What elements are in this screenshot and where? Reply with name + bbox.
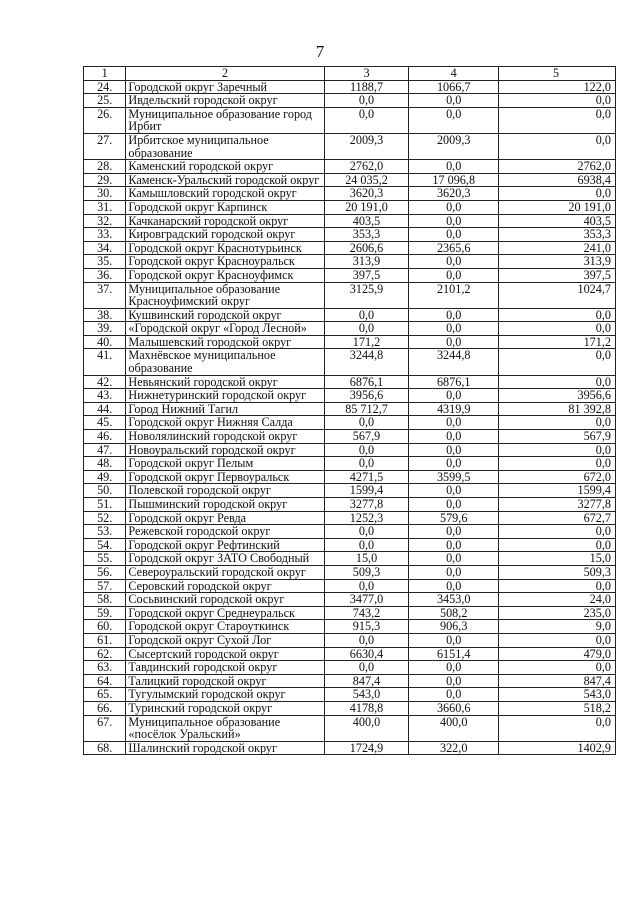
value-col-5: 1024,7 [499, 282, 616, 308]
value-col-3: 403,5 [324, 214, 409, 228]
table-row [84, 674, 616, 688]
row-number: 34. [84, 241, 126, 255]
value-col-4: 0,0 [409, 416, 499, 430]
value-col-5: 241,0 [499, 241, 616, 255]
value-col-5: 0,0 [499, 322, 616, 336]
table-row [84, 107, 616, 133]
row-number: 36. [84, 268, 126, 282]
value-col-3: 543,0 [324, 688, 409, 702]
municipality-name: Каменский городской округ [126, 160, 324, 174]
value-col-4: 0,0 [409, 525, 499, 539]
value-col-4: 400,0 [409, 715, 499, 741]
value-col-3: 171,2 [324, 335, 409, 349]
row-number: 43. [84, 389, 126, 403]
table-row [84, 200, 616, 214]
value-col-4: 0,0 [409, 484, 499, 498]
value-col-3: 0,0 [324, 443, 409, 457]
table-row [84, 511, 616, 525]
value-col-5: 171,2 [499, 335, 616, 349]
value-col-5: 0,0 [499, 525, 616, 539]
municipality-name: Нижнетуринский городской округ [126, 389, 324, 403]
municipality-name: Сысертский городской округ [126, 647, 324, 661]
municipality-name: Городской округ Карпинск [126, 200, 324, 214]
value-col-4: 0,0 [409, 674, 499, 688]
row-number: 64. [84, 674, 126, 688]
row-number: 46. [84, 430, 126, 444]
row-number: 40. [84, 335, 126, 349]
table-row [84, 593, 616, 607]
page-number: 7 [315, 42, 325, 61]
table-row [84, 282, 616, 308]
value-col-5: 3956,6 [499, 389, 616, 403]
value-col-4: 0,0 [409, 335, 499, 349]
municipality-name: Городской округ Среднеуральск [126, 606, 324, 620]
value-col-3: 1252,3 [324, 511, 409, 525]
value-col-3: 0,0 [324, 661, 409, 675]
table-row [84, 688, 616, 702]
table-row [84, 484, 616, 498]
row-number: 54. [84, 538, 126, 552]
row-number: 67. [84, 715, 126, 741]
value-col-5: 0,0 [499, 457, 616, 471]
value-col-3: 0,0 [324, 308, 409, 322]
value-col-4: 0,0 [409, 661, 499, 675]
value-col-3: 0,0 [324, 322, 409, 336]
value-col-5: 0,0 [499, 443, 616, 457]
value-col-4: 3453,0 [409, 593, 499, 607]
value-col-4: 6876,1 [409, 375, 499, 389]
row-number: 53. [84, 525, 126, 539]
municipality-name: Тугулымский городской округ [126, 688, 324, 702]
table-row [84, 715, 616, 741]
value-col-3: 0,0 [324, 94, 409, 108]
value-col-3: 24 035,2 [324, 173, 409, 187]
table-row [84, 308, 616, 322]
header-col-4: 4 [409, 67, 499, 81]
value-col-5: 403,5 [499, 214, 616, 228]
value-col-5: 0,0 [499, 107, 616, 133]
value-col-4: 508,2 [409, 606, 499, 620]
value-col-4: 0,0 [409, 457, 499, 471]
value-col-3: 0,0 [324, 107, 409, 133]
municipality-name: «Городской округ «Город Лесной» [126, 322, 324, 336]
municipality-name: Качканарский городской округ [126, 214, 324, 228]
value-col-3: 1188,7 [324, 80, 409, 94]
value-col-3: 0,0 [324, 633, 409, 647]
municipality-name: Муниципальное образование «посёлок Уральский» [126, 715, 324, 741]
value-col-5: 3277,8 [499, 498, 616, 512]
municipality-name: Малышевский городской округ [126, 335, 324, 349]
municipality-name: Муниципальное образование город Ирбит [126, 107, 324, 133]
table-row [84, 80, 616, 94]
table-row [84, 228, 616, 242]
value-col-5: 672,7 [499, 511, 616, 525]
row-number: 65. [84, 688, 126, 702]
value-col-3: 3277,8 [324, 498, 409, 512]
value-col-4: 4319,9 [409, 402, 499, 416]
municipality-name: Городской округ Красноуфимск [126, 268, 324, 282]
municipality-name: Ирбитское муниципальное образование [126, 133, 324, 159]
table-row [84, 443, 616, 457]
row-number: 30. [84, 187, 126, 201]
row-number: 24. [84, 80, 126, 94]
table-row [84, 416, 616, 430]
value-col-5: 235,0 [499, 606, 616, 620]
value-col-3: 313,9 [324, 255, 409, 269]
value-col-3: 3956,6 [324, 389, 409, 403]
value-col-3: 0,0 [324, 525, 409, 539]
row-number: 68. [84, 741, 126, 755]
table-row [84, 661, 616, 675]
value-col-5: 81 392,8 [499, 402, 616, 416]
table-row [84, 187, 616, 201]
value-col-4: 0,0 [409, 579, 499, 593]
value-col-3: 4271,5 [324, 470, 409, 484]
value-col-5: 0,0 [499, 133, 616, 159]
municipality-name: Город Нижний Тагил [126, 402, 324, 416]
value-col-3: 0,0 [324, 457, 409, 471]
value-col-3: 0,0 [324, 579, 409, 593]
value-col-3: 3620,3 [324, 187, 409, 201]
value-col-4: 3599,5 [409, 470, 499, 484]
value-col-3: 6876,1 [324, 375, 409, 389]
header-col-3: 3 [324, 67, 409, 81]
municipality-name: Ивдельский городской округ [126, 94, 324, 108]
row-number: 59. [84, 606, 126, 620]
value-col-5: 0,0 [499, 94, 616, 108]
value-col-3: 397,5 [324, 268, 409, 282]
value-col-4: 0,0 [409, 688, 499, 702]
table-row [84, 375, 616, 389]
table-row [84, 133, 616, 159]
municipality-name: Пышминский городской округ [126, 498, 324, 512]
value-col-3: 0,0 [324, 538, 409, 552]
row-number: 60. [84, 620, 126, 634]
value-col-4: 3660,6 [409, 701, 499, 715]
value-col-5: 9,0 [499, 620, 616, 634]
table-row [84, 173, 616, 187]
municipality-name: Новолялинский городской округ [126, 430, 324, 444]
value-col-3: 353,3 [324, 228, 409, 242]
value-col-3: 1724,9 [324, 741, 409, 755]
municipality-name: Городской округ Красноуральск [126, 255, 324, 269]
value-col-5: 1402,9 [499, 741, 616, 755]
value-col-4: 0,0 [409, 94, 499, 108]
table-row [84, 579, 616, 593]
value-col-5: 0,0 [499, 661, 616, 675]
row-number: 52. [84, 511, 126, 525]
value-col-4: 2365,6 [409, 241, 499, 255]
value-col-5: 0,0 [499, 349, 616, 375]
municipality-name: Муниципальное образование Красноуфимский округ [126, 282, 324, 308]
value-col-4: 0,0 [409, 430, 499, 444]
municipality-name: Кушвинский городской округ [126, 308, 324, 322]
value-col-3: 20 191,0 [324, 200, 409, 214]
value-col-3: 847,4 [324, 674, 409, 688]
header-col-1: 1 [84, 67, 126, 81]
value-col-4: 0,0 [409, 255, 499, 269]
municipality-name: Камышловский городской округ [126, 187, 324, 201]
value-col-3: 567,9 [324, 430, 409, 444]
value-col-5: 567,9 [499, 430, 616, 444]
value-col-5: 0,0 [499, 308, 616, 322]
value-col-5: 2762,0 [499, 160, 616, 174]
value-col-5: 0,0 [499, 375, 616, 389]
municipality-name: Каменск-Уральский городской округ [126, 173, 324, 187]
table-row [84, 255, 616, 269]
value-col-3: 1599,4 [324, 484, 409, 498]
value-col-5: 0,0 [499, 715, 616, 741]
municipality-name: Городской округ Староуткинск [126, 620, 324, 634]
municipality-name: Полевской городской округ [126, 484, 324, 498]
row-number: 50. [84, 484, 126, 498]
municipality-name: Городской округ Сухой Лог [126, 633, 324, 647]
row-number: 31. [84, 200, 126, 214]
value-col-3: 3125,9 [324, 282, 409, 308]
table-row [84, 402, 616, 416]
value-col-5: 543,0 [499, 688, 616, 702]
value-col-4: 2101,2 [409, 282, 499, 308]
municipality-name: Североуральский городской округ [126, 565, 324, 579]
row-number: 66. [84, 701, 126, 715]
value-col-3: 3244,8 [324, 349, 409, 375]
value-col-3: 85 712,7 [324, 402, 409, 416]
table-row [84, 741, 616, 755]
value-col-4: 0,0 [409, 268, 499, 282]
row-number: 38. [84, 308, 126, 322]
row-number: 27. [84, 133, 126, 159]
table-row [84, 268, 616, 282]
row-number: 51. [84, 498, 126, 512]
value-col-3: 400,0 [324, 715, 409, 741]
value-col-4: 0,0 [409, 214, 499, 228]
value-col-5: 1599,4 [499, 484, 616, 498]
value-col-3: 6630,4 [324, 647, 409, 661]
row-number: 44. [84, 402, 126, 416]
table-row [84, 322, 616, 336]
table-row [84, 552, 616, 566]
header-col-2: 2 [126, 67, 324, 81]
value-col-4: 6151,4 [409, 647, 499, 661]
value-col-5: 0,0 [499, 579, 616, 593]
value-col-4: 3620,3 [409, 187, 499, 201]
row-number: 28. [84, 160, 126, 174]
municipality-name: Тавдинский городской округ [126, 661, 324, 675]
table-row [84, 335, 616, 349]
municipality-name: Городской округ Нижняя Салда [126, 416, 324, 430]
row-number: 55. [84, 552, 126, 566]
value-col-5: 122,0 [499, 80, 616, 94]
value-col-5: 6938,4 [499, 173, 616, 187]
municipality-name: Туринский городской округ [126, 701, 324, 715]
row-number: 37. [84, 282, 126, 308]
value-col-4: 2009,3 [409, 133, 499, 159]
value-col-5: 0,0 [499, 633, 616, 647]
row-number: 62. [84, 647, 126, 661]
row-number: 56. [84, 565, 126, 579]
table-row [84, 620, 616, 634]
table-row [84, 94, 616, 108]
table-row [84, 565, 616, 579]
municipality-name: Городской округ Первоуральск [126, 470, 324, 484]
value-col-3: 15,0 [324, 552, 409, 566]
value-col-4: 0,0 [409, 538, 499, 552]
budget-table [83, 66, 616, 755]
value-col-5: 509,3 [499, 565, 616, 579]
table-row [84, 633, 616, 647]
municipality-name: Шалинский городской округ [126, 741, 324, 755]
value-col-5: 353,3 [499, 228, 616, 242]
value-col-4: 17 096,8 [409, 173, 499, 187]
column-number-header-row [84, 67, 616, 81]
value-col-5: 479,0 [499, 647, 616, 661]
value-col-4: 579,6 [409, 511, 499, 525]
table-row [84, 349, 616, 375]
municipality-name: Талицкий городской округ [126, 674, 324, 688]
row-number: 32. [84, 214, 126, 228]
value-col-5: 672,0 [499, 470, 616, 484]
value-col-4: 0,0 [409, 389, 499, 403]
table-row [84, 160, 616, 174]
value-col-3: 915,3 [324, 620, 409, 634]
table-row [84, 498, 616, 512]
table-row [84, 647, 616, 661]
municipality-name: Махнёвское муниципальное образование [126, 349, 324, 375]
table-row [84, 241, 616, 255]
value-col-3: 4178,8 [324, 701, 409, 715]
value-col-4: 0,0 [409, 228, 499, 242]
value-col-5: 20 191,0 [499, 200, 616, 214]
value-col-4: 0,0 [409, 107, 499, 133]
table-row [84, 457, 616, 471]
value-col-4: 906,3 [409, 620, 499, 634]
row-number: 61. [84, 633, 126, 647]
municipality-name: Городской округ ЗАТО Свободный [126, 552, 324, 566]
value-col-4: 3244,8 [409, 349, 499, 375]
value-col-4: 0,0 [409, 200, 499, 214]
value-col-4: 0,0 [409, 552, 499, 566]
municipality-name: Режевской городской округ [126, 525, 324, 539]
row-number: 39. [84, 322, 126, 336]
value-col-5: 24,0 [499, 593, 616, 607]
value-col-5: 0,0 [499, 538, 616, 552]
value-col-4: 322,0 [409, 741, 499, 755]
value-col-4: 1066,7 [409, 80, 499, 94]
table-row [84, 525, 616, 539]
value-col-3: 2762,0 [324, 160, 409, 174]
row-number: 57. [84, 579, 126, 593]
row-number: 48. [84, 457, 126, 471]
municipality-name: Городской округ Ревда [126, 511, 324, 525]
header-col-5: 5 [499, 67, 616, 81]
value-col-4: 0,0 [409, 633, 499, 647]
value-col-5: 313,9 [499, 255, 616, 269]
municipality-name: Сосьвинский городской округ [126, 593, 324, 607]
value-col-3: 0,0 [324, 416, 409, 430]
value-col-3: 509,3 [324, 565, 409, 579]
municipality-name: Городской округ Заречный [126, 80, 324, 94]
value-col-5: 518,2 [499, 701, 616, 715]
municipality-name: Новоуральский городской округ [126, 443, 324, 457]
value-col-4: 0,0 [409, 498, 499, 512]
table-row [84, 538, 616, 552]
row-number: 26. [84, 107, 126, 133]
municipality-name: Городской округ Рефтинский [126, 538, 324, 552]
value-col-5: 0,0 [499, 187, 616, 201]
municipality-name: Серовский городской округ [126, 579, 324, 593]
municipality-name: Кировградский городской округ [126, 228, 324, 242]
value-col-3: 743,2 [324, 606, 409, 620]
row-number: 25. [84, 94, 126, 108]
row-number: 45. [84, 416, 126, 430]
row-number: 42. [84, 375, 126, 389]
table-row [84, 470, 616, 484]
value-col-3: 3477,0 [324, 593, 409, 607]
row-number: 47. [84, 443, 126, 457]
row-number: 58. [84, 593, 126, 607]
row-number: 41. [84, 349, 126, 375]
table-row [84, 214, 616, 228]
value-col-4: 0,0 [409, 322, 499, 336]
value-col-4: 0,0 [409, 160, 499, 174]
table-row [84, 389, 616, 403]
municipality-name: Невьянский городской округ [126, 375, 324, 389]
value-col-3: 2009,3 [324, 133, 409, 159]
table-row [84, 430, 616, 444]
municipality-name: Городской округ Краснотурьинск [126, 241, 324, 255]
value-col-5: 397,5 [499, 268, 616, 282]
value-col-4: 0,0 [409, 565, 499, 579]
table-row [84, 701, 616, 715]
value-col-5: 15,0 [499, 552, 616, 566]
value-col-3: 2606,6 [324, 241, 409, 255]
row-number: 49. [84, 470, 126, 484]
value-col-5: 847,4 [499, 674, 616, 688]
municipality-name: Городской округ Пелым [126, 457, 324, 471]
row-number: 29. [84, 173, 126, 187]
value-col-4: 0,0 [409, 443, 499, 457]
table-row [84, 606, 616, 620]
row-number: 63. [84, 661, 126, 675]
row-number: 35. [84, 255, 126, 269]
row-number: 33. [84, 228, 126, 242]
value-col-5: 0,0 [499, 416, 616, 430]
value-col-4: 0,0 [409, 308, 499, 322]
